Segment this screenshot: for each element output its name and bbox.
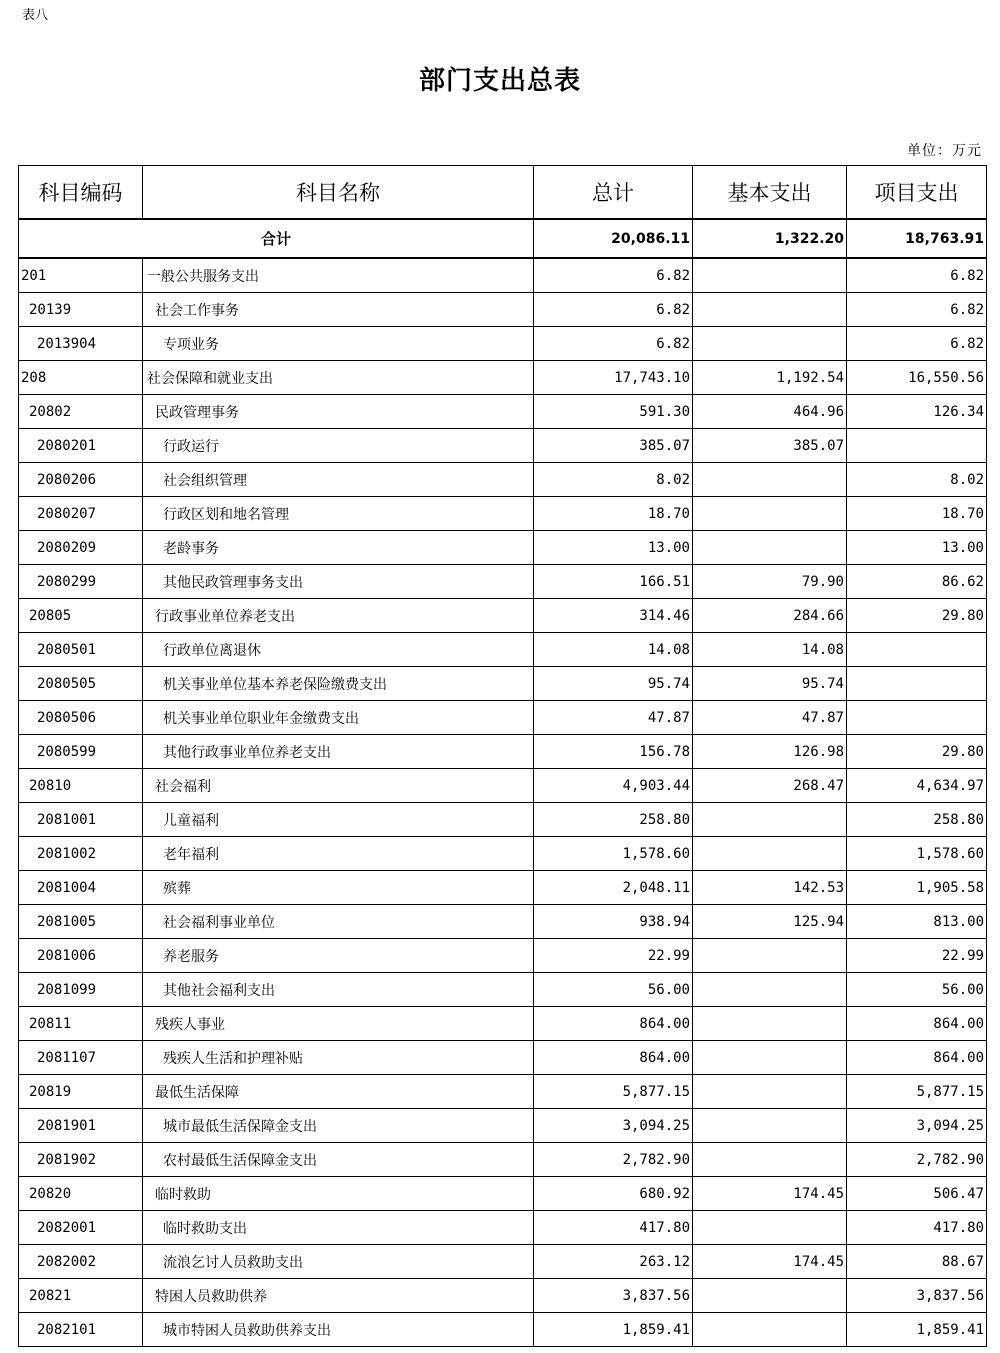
- row-project: [847, 633, 987, 667]
- table-row: [19, 769, 987, 803]
- table-row: [19, 395, 987, 429]
- row-basic: 174.45: [693, 1177, 847, 1211]
- row-code: 20139: [19, 293, 143, 327]
- row-basic: 174.45: [693, 1245, 847, 1279]
- row-project: 506.47: [847, 1177, 987, 1211]
- row-code: 2080209: [19, 531, 143, 565]
- row-basic: [693, 1109, 847, 1143]
- row-basic: [693, 1211, 847, 1245]
- row-project: 13.00: [847, 531, 987, 565]
- row-basic: [693, 531, 847, 565]
- row-total: 6.82: [534, 327, 693, 361]
- row-project: 1,905.58: [847, 871, 987, 905]
- row-basic: [693, 1075, 847, 1109]
- row-project: 6.82: [847, 293, 987, 327]
- row-project: 3,094.25: [847, 1109, 987, 1143]
- row-basic: [693, 463, 847, 497]
- row-basic: 142.53: [693, 871, 847, 905]
- row-basic: 79.90: [693, 565, 847, 599]
- row-project: 126.34: [847, 395, 987, 429]
- row-basic: [693, 1041, 847, 1075]
- table-row: [19, 531, 987, 565]
- row-total: 13.00: [534, 531, 693, 565]
- table-row: [19, 258, 987, 293]
- column-header-total: 总计: [534, 166, 693, 220]
- row-code: 2080206: [19, 463, 143, 497]
- row-name: 老龄事务: [143, 531, 534, 565]
- row-code: 20821: [19, 1279, 143, 1313]
- row-total: 6.82: [534, 258, 693, 293]
- row-basic: [693, 327, 847, 361]
- row-code: 2081902: [19, 1143, 143, 1177]
- row-project: 864.00: [847, 1007, 987, 1041]
- row-name: 社会组织管理: [143, 463, 534, 497]
- row-project: 86.62: [847, 565, 987, 599]
- row-total: 18.70: [534, 497, 693, 531]
- table-row: [19, 1075, 987, 1109]
- table-row: [19, 565, 987, 599]
- row-project: 2,782.90: [847, 1143, 987, 1177]
- row-code: 20819: [19, 1075, 143, 1109]
- row-project: 22.99: [847, 939, 987, 973]
- row-total: 5,877.15: [534, 1075, 693, 1109]
- total-label: 合计: [19, 219, 534, 258]
- row-total: 864.00: [534, 1007, 693, 1041]
- row-code: 2081005: [19, 905, 143, 939]
- column-header-basic: 基本支出: [693, 166, 847, 220]
- table-row: [19, 803, 987, 837]
- row-basic: [693, 803, 847, 837]
- row-code: 2081901: [19, 1109, 143, 1143]
- row-code: 2082101: [19, 1313, 143, 1347]
- row-code: 2082002: [19, 1245, 143, 1279]
- row-code: 2081004: [19, 871, 143, 905]
- row-basic: 95.74: [693, 667, 847, 701]
- row-total: 314.46: [534, 599, 693, 633]
- row-total: 56.00: [534, 973, 693, 1007]
- row-total: 22.99: [534, 939, 693, 973]
- expenditure-table: [18, 165, 987, 1347]
- row-name: 残疾人生活和护理补贴: [143, 1041, 534, 1075]
- row-code: 2081002: [19, 837, 143, 871]
- row-project: [847, 429, 987, 463]
- row-name: 一般公共服务支出: [143, 258, 534, 293]
- row-basic: [693, 837, 847, 871]
- table-row: [19, 463, 987, 497]
- row-code: 20805: [19, 599, 143, 633]
- row-project: 16,550.56: [847, 361, 987, 395]
- row-total: 47.87: [534, 701, 693, 735]
- row-name: 机关事业单位基本养老保险缴费支出: [143, 667, 534, 701]
- row-total: 864.00: [534, 1041, 693, 1075]
- row-project: 29.80: [847, 599, 987, 633]
- row-name: 其他社会福利支出: [143, 973, 534, 1007]
- row-code: 2081001: [19, 803, 143, 837]
- row-name: 农村最低生活保障金支出: [143, 1143, 534, 1177]
- row-code: 2080506: [19, 701, 143, 735]
- table-row: [19, 1313, 987, 1347]
- column-header-code: 科目编码: [19, 166, 143, 220]
- row-basic: 125.94: [693, 905, 847, 939]
- table-row: [19, 1177, 987, 1211]
- row-basic: 14.08: [693, 633, 847, 667]
- row-code: 201: [19, 258, 143, 293]
- row-total: 14.08: [534, 633, 693, 667]
- row-total: 417.80: [534, 1211, 693, 1245]
- row-total: 156.78: [534, 735, 693, 769]
- row-name: 行政事业单位养老支出: [143, 599, 534, 633]
- table-row: [19, 667, 987, 701]
- row-name: 城市最低生活保障金支出: [143, 1109, 534, 1143]
- row-basic: [693, 1313, 847, 1347]
- total-row: [19, 219, 987, 258]
- row-code: 2080201: [19, 429, 143, 463]
- row-total: 2,048.11: [534, 871, 693, 905]
- unit-label: 单位：万元: [907, 143, 982, 159]
- row-name: 专项业务: [143, 327, 534, 361]
- row-basic: [693, 939, 847, 973]
- table-row: [19, 1143, 987, 1177]
- row-project: 18.70: [847, 497, 987, 531]
- row-name: 儿童福利: [143, 803, 534, 837]
- row-name: 临时救助: [143, 1177, 534, 1211]
- table-row: [19, 939, 987, 973]
- row-total: 2,782.90: [534, 1143, 693, 1177]
- table-row: [19, 327, 987, 361]
- row-name: 社会保障和就业支出: [143, 361, 534, 395]
- row-total: 1,859.41: [534, 1313, 693, 1347]
- table-row: [19, 599, 987, 633]
- row-total: 3,837.56: [534, 1279, 693, 1313]
- row-code: 2081099: [19, 973, 143, 1007]
- column-header-name: 科目名称: [143, 166, 534, 220]
- row-project: 29.80: [847, 735, 987, 769]
- row-total: 3,094.25: [534, 1109, 693, 1143]
- table-row: [19, 871, 987, 905]
- table-row: [19, 905, 987, 939]
- row-basic: [693, 1143, 847, 1177]
- row-project: [847, 701, 987, 735]
- row-total: 17,743.10: [534, 361, 693, 395]
- table-row: [19, 973, 987, 1007]
- row-project: [847, 667, 987, 701]
- table-header-row: [19, 166, 987, 220]
- row-name: 最低生活保障: [143, 1075, 534, 1109]
- total-sum: 20,086.11: [534, 219, 693, 258]
- row-name: 养老服务: [143, 939, 534, 973]
- table-number-label: 表八: [22, 8, 49, 23]
- table-row: [19, 361, 987, 395]
- row-name: 城市特困人员救助供养支出: [143, 1313, 534, 1347]
- row-basic: 385.07: [693, 429, 847, 463]
- table-row: [19, 735, 987, 769]
- row-total: 166.51: [534, 565, 693, 599]
- row-code: 20811: [19, 1007, 143, 1041]
- row-name: 机关事业单位职业年金缴费支出: [143, 701, 534, 735]
- row-project: 1,859.41: [847, 1313, 987, 1347]
- row-code: 20810: [19, 769, 143, 803]
- row-basic: [693, 1007, 847, 1041]
- row-project: 5,877.15: [847, 1075, 987, 1109]
- row-basic: [693, 497, 847, 531]
- row-total: 95.74: [534, 667, 693, 701]
- row-code: 208: [19, 361, 143, 395]
- table-row: [19, 1041, 987, 1075]
- row-total: 1,578.60: [534, 837, 693, 871]
- page-title: 部门支出总表: [418, 66, 581, 96]
- table-row: [19, 1245, 987, 1279]
- row-name: 社会工作事务: [143, 293, 534, 327]
- row-project: 813.00: [847, 905, 987, 939]
- row-total: 938.94: [534, 905, 693, 939]
- row-total: 8.02: [534, 463, 693, 497]
- row-name: 流浪乞讨人员救助支出: [143, 1245, 534, 1279]
- row-basic: [693, 258, 847, 293]
- row-total: 4,903.44: [534, 769, 693, 803]
- row-project: 56.00: [847, 973, 987, 1007]
- row-total: 263.12: [534, 1245, 693, 1279]
- row-code: 2081006: [19, 939, 143, 973]
- row-basic: [693, 973, 847, 1007]
- column-header-project: 项目支出: [847, 166, 987, 220]
- row-code: 2080599: [19, 735, 143, 769]
- row-basic: [693, 293, 847, 327]
- table-row: [19, 1279, 987, 1313]
- row-basic: [693, 1279, 847, 1313]
- row-name: 社会福利事业单位: [143, 905, 534, 939]
- row-name: 残疾人事业: [143, 1007, 534, 1041]
- row-code: 2013904: [19, 327, 143, 361]
- row-name: 其他民政管理事务支出: [143, 565, 534, 599]
- row-basic: 47.87: [693, 701, 847, 735]
- row-name: 民政管理事务: [143, 395, 534, 429]
- row-project: 1,578.60: [847, 837, 987, 871]
- row-name: 行政运行: [143, 429, 534, 463]
- row-project: 88.67: [847, 1245, 987, 1279]
- row-basic: 1,192.54: [693, 361, 847, 395]
- row-project: 6.82: [847, 327, 987, 361]
- row-name: 行政区划和地名管理: [143, 497, 534, 531]
- row-project: 3,837.56: [847, 1279, 987, 1313]
- row-name: 其他行政事业单位养老支出: [143, 735, 534, 769]
- row-project: 417.80: [847, 1211, 987, 1245]
- total-basic: 1,322.20: [693, 219, 847, 258]
- table-row: [19, 1007, 987, 1041]
- table-row: [19, 429, 987, 463]
- row-basic: 464.96: [693, 395, 847, 429]
- row-total: 258.80: [534, 803, 693, 837]
- total-project: 18,763.91: [847, 219, 987, 258]
- row-code: 2080501: [19, 633, 143, 667]
- table-row: [19, 633, 987, 667]
- row-name: 临时救助支出: [143, 1211, 534, 1245]
- row-name: 社会福利: [143, 769, 534, 803]
- row-total: 385.07: [534, 429, 693, 463]
- row-name: 行政单位离退休: [143, 633, 534, 667]
- row-total: 591.30: [534, 395, 693, 429]
- row-basic: 284.66: [693, 599, 847, 633]
- table-row: [19, 837, 987, 871]
- table-row: [19, 1211, 987, 1245]
- row-name: 特困人员救助供养: [143, 1279, 534, 1313]
- row-project: 4,634.97: [847, 769, 987, 803]
- row-code: 2080207: [19, 497, 143, 531]
- row-code: 2081107: [19, 1041, 143, 1075]
- row-code: 2082001: [19, 1211, 143, 1245]
- row-name: 老年福利: [143, 837, 534, 871]
- row-total: 680.92: [534, 1177, 693, 1211]
- table-row: [19, 293, 987, 327]
- row-code: 2080299: [19, 565, 143, 599]
- row-code: 20820: [19, 1177, 143, 1211]
- table-row: [19, 1109, 987, 1143]
- row-name: 殡葬: [143, 871, 534, 905]
- row-project: 6.82: [847, 258, 987, 293]
- row-basic: 268.47: [693, 769, 847, 803]
- row-total: 6.82: [534, 293, 693, 327]
- row-project: 258.80: [847, 803, 987, 837]
- row-project: 864.00: [847, 1041, 987, 1075]
- row-project: 8.02: [847, 463, 987, 497]
- row-basic: 126.98: [693, 735, 847, 769]
- table-row: [19, 497, 987, 531]
- row-code: 2080505: [19, 667, 143, 701]
- row-code: 20802: [19, 395, 143, 429]
- table-row: [19, 701, 987, 735]
